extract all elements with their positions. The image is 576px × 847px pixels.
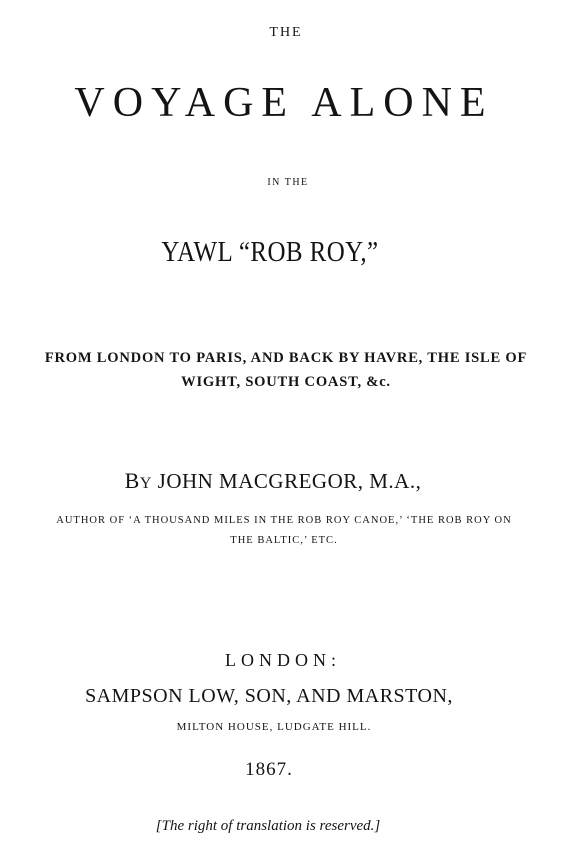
byline — [98, 470, 448, 492]
title-connector: IN THE — [267, 177, 309, 188]
publisher-name: SAMPSON LOW, SON, AND MARSTON, — [85, 685, 453, 707]
book-subtitle: FROM LONDON TO PARIS, AND BACK BY HAVRE, THE ISLE OF WIGHT, SOUTH COAST, &c. — [44, 350, 528, 390]
publisher-address: MILTON HOUSE, LUDGATE HILL. — [176, 721, 372, 733]
author-credits: AUTHOR OF ‘A THOUSAND MILES IN THE ROB ROY CANOE,’ ‘THE ROB ROY ON THE BALTIC,’ ETC. — [56, 515, 512, 546]
byline-by-initial: B — [124, 468, 140, 493]
publication-year: 1867. — [245, 759, 293, 780]
author-name: JOHN MACGREGOR, M.A., — [157, 469, 422, 493]
title-article: THE — [269, 25, 303, 40]
book-title: VOYAGE ALONE — [74, 80, 494, 126]
byline-by-rest: Y — [139, 475, 152, 492]
rights-notice: [The right of translation is reserved.] — [155, 818, 381, 834]
publication-place: LONDON: — [225, 650, 341, 670]
vessel-name: YAWL “ROB ROY,” — [161, 236, 379, 268]
